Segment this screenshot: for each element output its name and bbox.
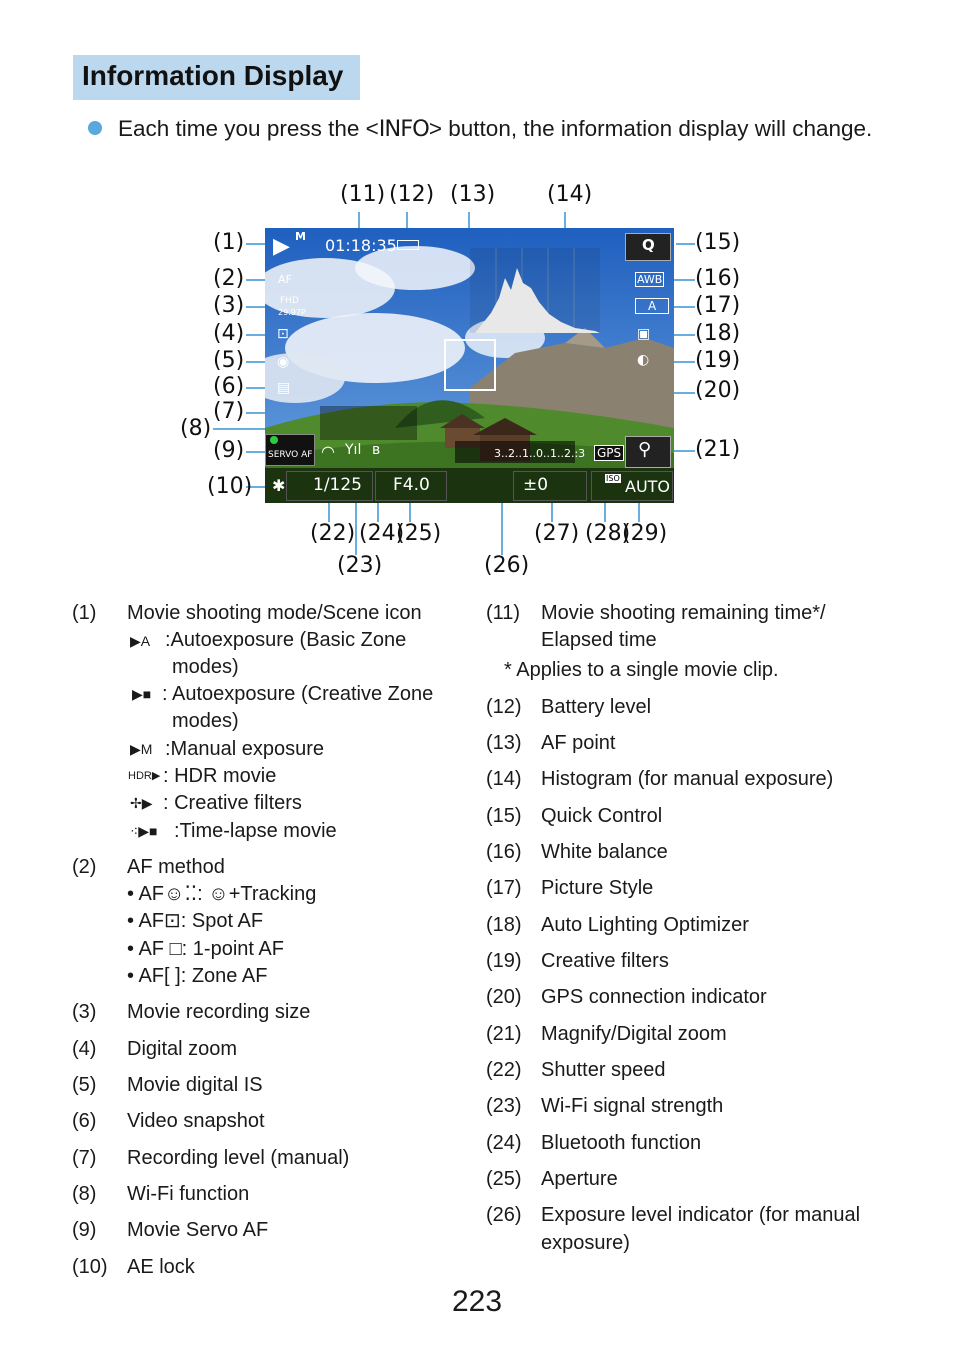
- legend-text: Quick Control: [541, 805, 663, 827]
- legend-bullet: : 1-point AF: [181, 938, 284, 960]
- legend-text: Movie Servo AF: [127, 1219, 269, 1241]
- callout-17: (17): [695, 293, 741, 318]
- legend-sub: : Creative filters: [163, 792, 302, 814]
- legend-num: (18): [486, 914, 522, 936]
- shutter-speed: 1/125: [313, 475, 362, 495]
- legend-text: Movie digital IS: [127, 1074, 263, 1096]
- legend-text: AE lock: [127, 1256, 195, 1278]
- af-1point-icon: AF □: [138, 938, 182, 960]
- legend-text: Magnify/Digital zoom: [541, 1023, 727, 1045]
- legend-sub: : HDR movie: [163, 765, 277, 787]
- callout-19: (19): [695, 348, 741, 373]
- legend-text-continued: Elapsed time: [541, 629, 657, 651]
- legend-num: (24): [486, 1132, 522, 1154]
- legend-num: (11): [486, 602, 521, 624]
- legend-num: (19): [486, 950, 522, 972]
- legend-text: AF point: [541, 732, 616, 754]
- digital-is-icon: ◉: [277, 354, 290, 370]
- af-tracking-item: • AF☺⁚⁚: ☺+Tracking: [127, 883, 317, 905]
- quick-control-label: Q: [642, 236, 655, 254]
- callout-25: (25): [396, 521, 442, 546]
- creative-filter-movie-icon: ✢▶: [130, 795, 153, 811]
- gps-indicator: GPS: [594, 445, 624, 461]
- servo-af-label: SERVO AF: [268, 450, 313, 460]
- intro-before: Each time you press the <: [118, 116, 379, 141]
- legend-num: (14): [486, 768, 522, 790]
- legend-num: (4): [72, 1038, 97, 1060]
- hdr-movie-icon: HDR▶: [128, 770, 161, 782]
- callout-4: (4): [213, 321, 245, 346]
- legend-bullet: : Zone AF: [180, 965, 268, 987]
- callout-21: (21): [695, 437, 741, 462]
- legend-num: (21): [486, 1023, 522, 1045]
- legend-text: Auto Lighting Optimizer: [541, 914, 749, 936]
- callout-22: (22): [310, 521, 356, 546]
- section-title: Information Display: [82, 60, 344, 91]
- video-snapshot-icon: ▤: [277, 380, 291, 396]
- picture-style-icon: A: [635, 298, 669, 314]
- legend-text: Shutter speed: [541, 1059, 666, 1081]
- magnify-icon: ⚲: [638, 439, 652, 460]
- wifi-icon: ◠: [321, 442, 335, 461]
- legend-sub: :Time-lapse movie: [174, 820, 337, 842]
- callout-5: (5): [213, 348, 245, 373]
- legend-sub: modes): [172, 710, 239, 732]
- digital-zoom-icon: ⊡: [277, 326, 289, 342]
- af-spot-item: • AF⊡: Spot AF: [127, 910, 264, 932]
- legend-num: (23): [486, 1095, 522, 1117]
- legend-num: (2): [72, 856, 97, 878]
- callout-14: (14): [547, 182, 593, 207]
- legend-text: Creative filters: [541, 950, 669, 972]
- legend-num: (25): [486, 1168, 522, 1190]
- legend-num: (9): [72, 1219, 97, 1241]
- recording-size-fhd: FHD: [280, 296, 299, 306]
- bluetooth-icon: ʙ: [372, 442, 381, 458]
- callout-28: (28): [585, 521, 631, 546]
- legend-num: (17): [486, 877, 522, 899]
- legend-num: (8): [72, 1183, 97, 1205]
- callout-9: (9): [213, 438, 245, 463]
- camera-screen: [265, 228, 674, 503]
- legend-num: (1): [72, 602, 97, 624]
- af-zone-icon: AF[ ]: [138, 965, 181, 987]
- intro-after: > button, the information display will change.: [428, 116, 873, 141]
- legend-text: Exposure level indicator (for manual: [541, 1204, 861, 1226]
- manual-exposure-icon: ▶M: [130, 741, 153, 757]
- af-zone-item: • AF[ ]: Zone AF: [127, 965, 268, 987]
- wifi-signal-icon: Yıl: [345, 442, 362, 458]
- legend-text: Battery level: [541, 696, 652, 718]
- legend-text-continued: exposure): [541, 1232, 630, 1254]
- callout-26: (26): [484, 553, 530, 578]
- manual-m-label: M: [295, 230, 306, 243]
- legend-sub: : Autoexposure (Creative Zone: [162, 683, 434, 705]
- callout-24: (24): [359, 521, 405, 546]
- legend-text: Movie shooting mode/Scene icon: [127, 602, 422, 624]
- af-method-icon: AF: [278, 273, 292, 286]
- footnote: * Applies to a single movie clip.: [504, 659, 779, 681]
- legend-sub: modes): [172, 656, 239, 678]
- legend-text: Picture Style: [541, 877, 654, 899]
- exposure-compensation: ±0: [523, 475, 549, 495]
- callout-13: (13): [450, 182, 496, 207]
- alo-icon: ▣: [637, 326, 651, 342]
- legend-text: Video snapshot: [127, 1110, 265, 1132]
- callout-15: (15): [695, 230, 741, 255]
- legend-text: Movie recording size: [127, 1001, 311, 1023]
- callout-27: (27): [534, 521, 580, 546]
- callout-7: (7): [213, 399, 245, 424]
- iso-label: ISO: [606, 474, 620, 483]
- legend-num: (26): [486, 1204, 522, 1226]
- legend-bullet: : Spot AF: [180, 910, 264, 932]
- callout-12: (12): [389, 182, 435, 207]
- legend-text: White balance: [541, 841, 668, 863]
- legend-num: (5): [72, 1074, 97, 1096]
- recording-size-fps: 29.97P: [278, 308, 306, 317]
- iso-value: AUTO: [625, 477, 671, 496]
- af-1point-item: • AF □: 1-point AF: [127, 938, 284, 960]
- legend-text: AF method: [127, 856, 225, 878]
- callout-23: (23): [337, 553, 383, 578]
- legend-num: (6): [72, 1110, 97, 1132]
- legend-num: (7): [72, 1147, 97, 1169]
- page-number: 223: [451, 1285, 503, 1318]
- legend-text: Histogram (for manual exposure): [541, 768, 834, 790]
- legend-text: Recording level (manual): [127, 1147, 350, 1169]
- callout-20: (20): [695, 378, 741, 403]
- legend-num: (12): [486, 696, 522, 718]
- legend-num: (13): [486, 732, 522, 754]
- movie-mode-subitem: [130, 627, 150, 655]
- ae-lock-icon: ✱: [272, 476, 286, 495]
- remaining-time: 01:18:35: [325, 236, 397, 255]
- legend-text: Movie shooting remaining time*/: [541, 602, 826, 624]
- legend-text: Bluetooth function: [541, 1132, 702, 1154]
- callout-29: (29): [622, 521, 668, 546]
- callout-16: (16): [695, 266, 741, 291]
- callout-8: (8): [180, 416, 212, 441]
- aperture-value: F4.0: [393, 475, 430, 495]
- auto-basic-icon: ▶A: [130, 633, 151, 649]
- creative-filter-icon: ◐: [637, 352, 650, 368]
- legend-num: (22): [486, 1059, 522, 1081]
- legend-num: (3): [72, 1001, 97, 1023]
- callout-1: (1): [213, 230, 245, 255]
- callout-11: (11): [340, 182, 386, 207]
- battery-icon: [397, 240, 419, 250]
- white-balance-icon: AWB: [637, 273, 663, 286]
- callout-3: (3): [213, 293, 245, 318]
- af-face-tracking-icon: AF☺⁚⁚: ☺: [138, 883, 229, 905]
- legend-num: (16): [486, 841, 522, 863]
- servo-active-dot: [270, 436, 278, 444]
- auto-creative-icon: ▶■: [132, 686, 152, 702]
- legend-num: (15): [486, 805, 522, 827]
- legend-bullet: +Tracking: [228, 883, 317, 905]
- legend-text: Wi-Fi function: [127, 1183, 250, 1205]
- legend-text: Wi-Fi signal strength: [541, 1095, 724, 1117]
- legend-text: GPS connection indicator: [541, 986, 767, 1008]
- legend-num: (20): [486, 986, 522, 1008]
- legend-num: (10): [72, 1256, 108, 1278]
- legend-sub: :Manual exposure: [165, 738, 324, 760]
- af-spot-icon: AF⊡: [138, 910, 181, 932]
- timelapse-icon: ⁖▶■: [130, 823, 158, 839]
- legend-sub: :Autoexposure (Basic Zone: [165, 629, 407, 651]
- scene-photo: [265, 228, 674, 503]
- legend-text: Digital zoom: [127, 1038, 238, 1060]
- callout-2: (2): [213, 266, 245, 291]
- exposure-scale: 3..2..1..0..1..2.:3: [494, 447, 586, 460]
- callout-18: (18): [695, 321, 741, 346]
- legend-text: Aperture: [541, 1168, 618, 1190]
- info-button-label: INFO: [378, 116, 429, 142]
- callout-10: (10): [207, 474, 253, 499]
- callout-6: (6): [213, 374, 245, 399]
- movie-mode-icon: ▶︎: [273, 234, 290, 259]
